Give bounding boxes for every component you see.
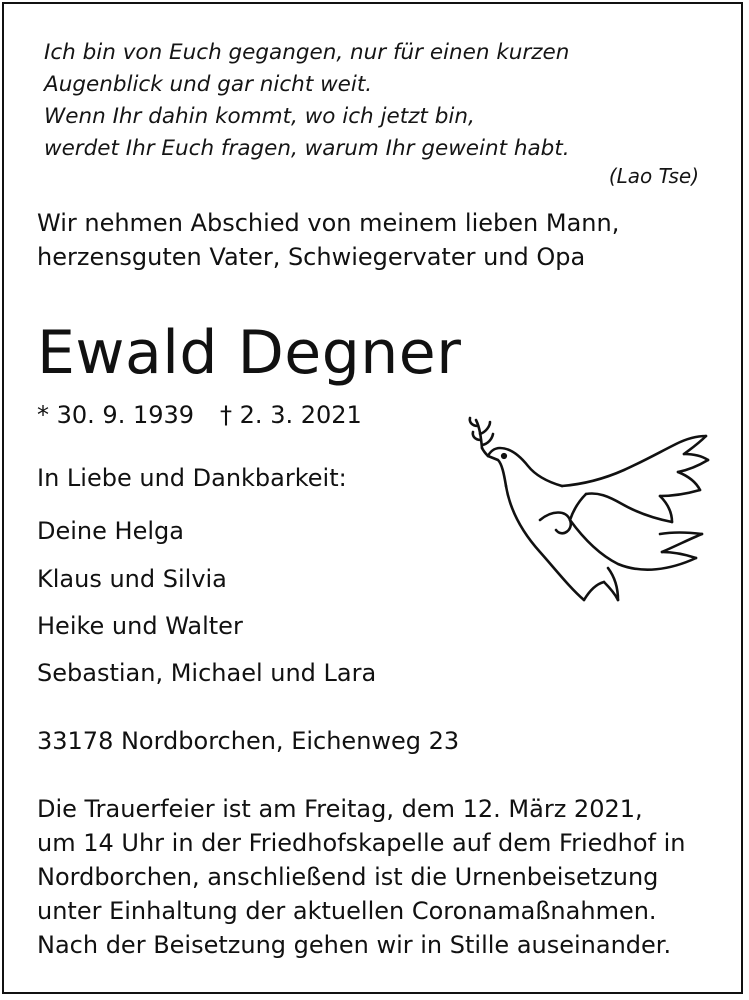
dove-with-olive-branch-icon	[466, 414, 716, 614]
ceremony-line: Nordborchen, anschließend ist die Urnenbeisetzung	[37, 863, 659, 891]
ceremony-text	[37, 792, 685, 962]
ceremony-line: Nach der Beisetzung gehen wir in Stille auseinander.	[37, 931, 672, 959]
mourner-name: Klaus und Silvia	[37, 565, 227, 593]
mourner-name: Heike und Walter	[37, 612, 243, 640]
poem-line: Augenblick und gar nicht weit.	[44, 72, 373, 97]
deceased-name: Ewald Degner	[37, 318, 462, 388]
intro-line: Wir nehmen Abschied von meinem lieben Mann,	[37, 209, 620, 237]
intro-line: herzensguten Vater, Schwiegervater und Opa	[37, 243, 586, 271]
poem-author: (Lao Tse)	[608, 164, 699, 188]
mourner-name: Sebastian, Michael und Lara	[37, 659, 377, 687]
obituary-card	[2, 2, 743, 994]
ceremony-line: um 14 Uhr in der Friedhofskapelle auf dem Friedhof in	[37, 829, 686, 857]
ceremony-line: unter Einhaltung der aktuellen Coronamaßnahmen.	[37, 897, 657, 925]
poem	[44, 37, 724, 165]
poem-line: Ich bin von Euch gegangen, nur für einen kurzen	[44, 40, 570, 65]
ceremony-line: Die Trauerfeier ist am Freitag, dem 12. März 2021,	[37, 795, 643, 823]
poem-line: Wenn Ihr dahin kommt, wo ich jetzt bin,	[44, 104, 475, 129]
address: 33178 Nordborchen, Eichenweg 23	[37, 727, 460, 755]
life-dates	[37, 401, 362, 429]
poem-line: werdet Ihr Euch fragen, warum Ihr geweint habt.	[44, 136, 570, 161]
mourners-heading: In Liebe und Dankbarkeit:	[37, 464, 347, 492]
mourner-name: Deine Helga	[37, 517, 184, 545]
death-date: † 2. 3. 2021	[220, 401, 362, 429]
intro-text	[37, 206, 619, 274]
birth-date: * 30. 9. 1939	[37, 401, 195, 429]
